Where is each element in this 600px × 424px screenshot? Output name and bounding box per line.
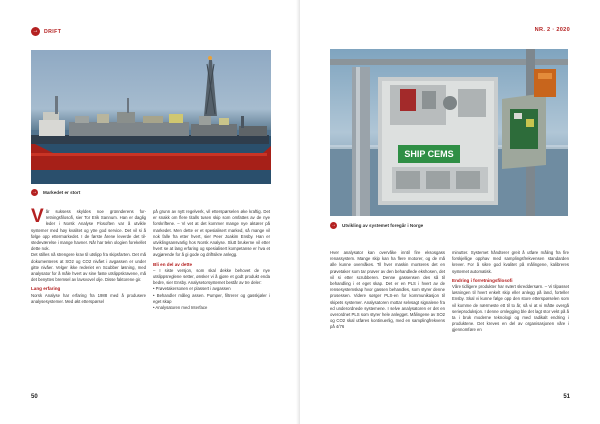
text-column-1 bbox=[330, 250, 445, 331]
list-item: • Prøvetakersonen er plassert i avgassen bbox=[153, 286, 231, 292]
issue-number: NR. 2 · 2020 bbox=[534, 27, 570, 33]
caption-text: Markedet er stort bbox=[43, 190, 81, 195]
paragraph: Våre tidligere produkter har svært skreddersørn. – Vi tilpasset løsningen til hvert enkelt skip eller anlegg på land, forteller Ensby. Skal vi kunne følge opp den store etterspørselen som vil komme de nærmeste ett til to år, så vi at vi måtte overgå serieproduksjon. I denne omlegging ble det lagt stor vekt på å ta i bruk moderne teknologi og med radikalt endring i produktene. Det kreves en del av organisasjonen våre i gjennomføre en bbox=[452, 284, 569, 333]
drop-cap: V bbox=[31, 206, 44, 227]
paragraph: Norsk Analyse har erfaring fra 1988 med å produsere analysesystemer. Med økt etterspørsel bbox=[31, 292, 146, 304]
photo-caption bbox=[31, 189, 80, 196]
arrow-right-icon: → bbox=[331, 222, 336, 228]
text-column-2 bbox=[153, 209, 270, 311]
paragraph: Hver analysator kan overvåke inntil fire eksosgass renassystem. Mange skip kan ha flere motorer, og de må alle kunne overvåkes. Til hver maskin monteres det en prøvetaker som tar prøver av den behandlede ekshosen, det vil si etter scrubberen. Denne gassensen des så til behandling i et eget skap. Det er en PLS i hvert av de rensesystemskap hvor gassen behandles, som styrer denne prosessen. Videre sørger PLS-en for kommunikasjon til skipets systemer. Analysatoren mottar selvsagt signalene fra ed underordnede systemene. I selve analysatoren er det en overordnet PLS som styrer hele anlegget. Målingene av SO2 og CO2 skal utføres kontinuerlig, med en samplingfrekvens på 4/76 bbox=[330, 250, 445, 330]
text-column-1 bbox=[31, 206, 146, 305]
subheading: Lang erfaring bbox=[31, 286, 61, 292]
paragraph: – I siste versjon, som skal dekke behovet de nye utslippsreglene setter, ønsker vi å gjøre et godt produkt enda bedre, sier Ensby. Analysetorsystemet består av tre deler: bbox=[153, 267, 270, 286]
ship-illustration bbox=[31, 50, 271, 184]
analyzer-photo bbox=[330, 49, 568, 216]
subheading: Endring i forretningsfilosofi bbox=[452, 277, 513, 283]
page-number: 51 bbox=[563, 394, 570, 400]
intro-paragraph: år suksess skyldes noe grünnderens forretningsfilosofi, sier Tor Erik Sannum. Han er daglig leder i Norsk Analyse Flosoften var å utvikle systemer med høy kvalitet og ytre god service. Det vil si å følge opp ettermarkedet. I de første årene leverde det tilstedeværelse i mange havner. Når har tekn ologien forekellet dette nok. bbox=[31, 209, 146, 252]
paragraph: minutter. Systemet håndterer greit å utføre måling fra fire forskjellige opphav med samplingsfrekvensen standarden krever. For å sikre god kvalitet på målingene, kalibreres systemet automatisk. bbox=[452, 250, 569, 274]
paragraph: Det stilles nå strengere krav til utslipp fra skipsfarten. Det må dokumenteres at SO2 og CO2 nivået i avgassen er under gitte nivåer. Velger ikke rederiet en Scubber løsning, med analysator for å måle hvert av sine faste utslippskravene, må det benyttes bremsel av lavsvovel olje. Disse faktorene gir. bbox=[31, 252, 146, 283]
arrow-right-icon: → bbox=[32, 189, 37, 195]
section-header bbox=[31, 27, 61, 36]
text-column-2 bbox=[452, 250, 569, 334]
list-item: • Analysatoren med Interface bbox=[153, 305, 208, 311]
right-page bbox=[300, 0, 600, 424]
page-number: 50 bbox=[31, 394, 38, 400]
ship-photo bbox=[31, 50, 271, 184]
list-item: • Behandler måleg assen. Pumper, filtrerer og gasskjøler i eget skap bbox=[153, 292, 270, 304]
section-label: DRIFT bbox=[44, 28, 62, 35]
arrow-right-icon: → bbox=[32, 28, 39, 34]
photo-caption bbox=[330, 222, 423, 229]
paragraph: på grunn av nytt regelverk, vil etterspørselen øke kraftig. Det er snakk om flere titalls tusen skip som omfattes av de nye forskriftene. – Vi vet at det kommer mange nye aktører på markedet. Men dette er et spesialisert marked, så mange vil nok falle fra etter hvert, sier Peer Joakim Ensby. Han er utviklingsansvarlig hos Norsk Analyse. Slutt brukerne vil etter hvert se at lang erfaring og spesialisert kompetanse er hva et avgjørende for å gi gode og driftsikre anlegg. bbox=[153, 209, 270, 258]
caption-text: Utvikling av systemet foregår i Norge bbox=[342, 223, 424, 228]
subheading: Bli en del av dette bbox=[153, 261, 193, 267]
analyzer-illustration bbox=[330, 49, 568, 216]
panel-label: SHIP CEMS bbox=[404, 149, 454, 159]
